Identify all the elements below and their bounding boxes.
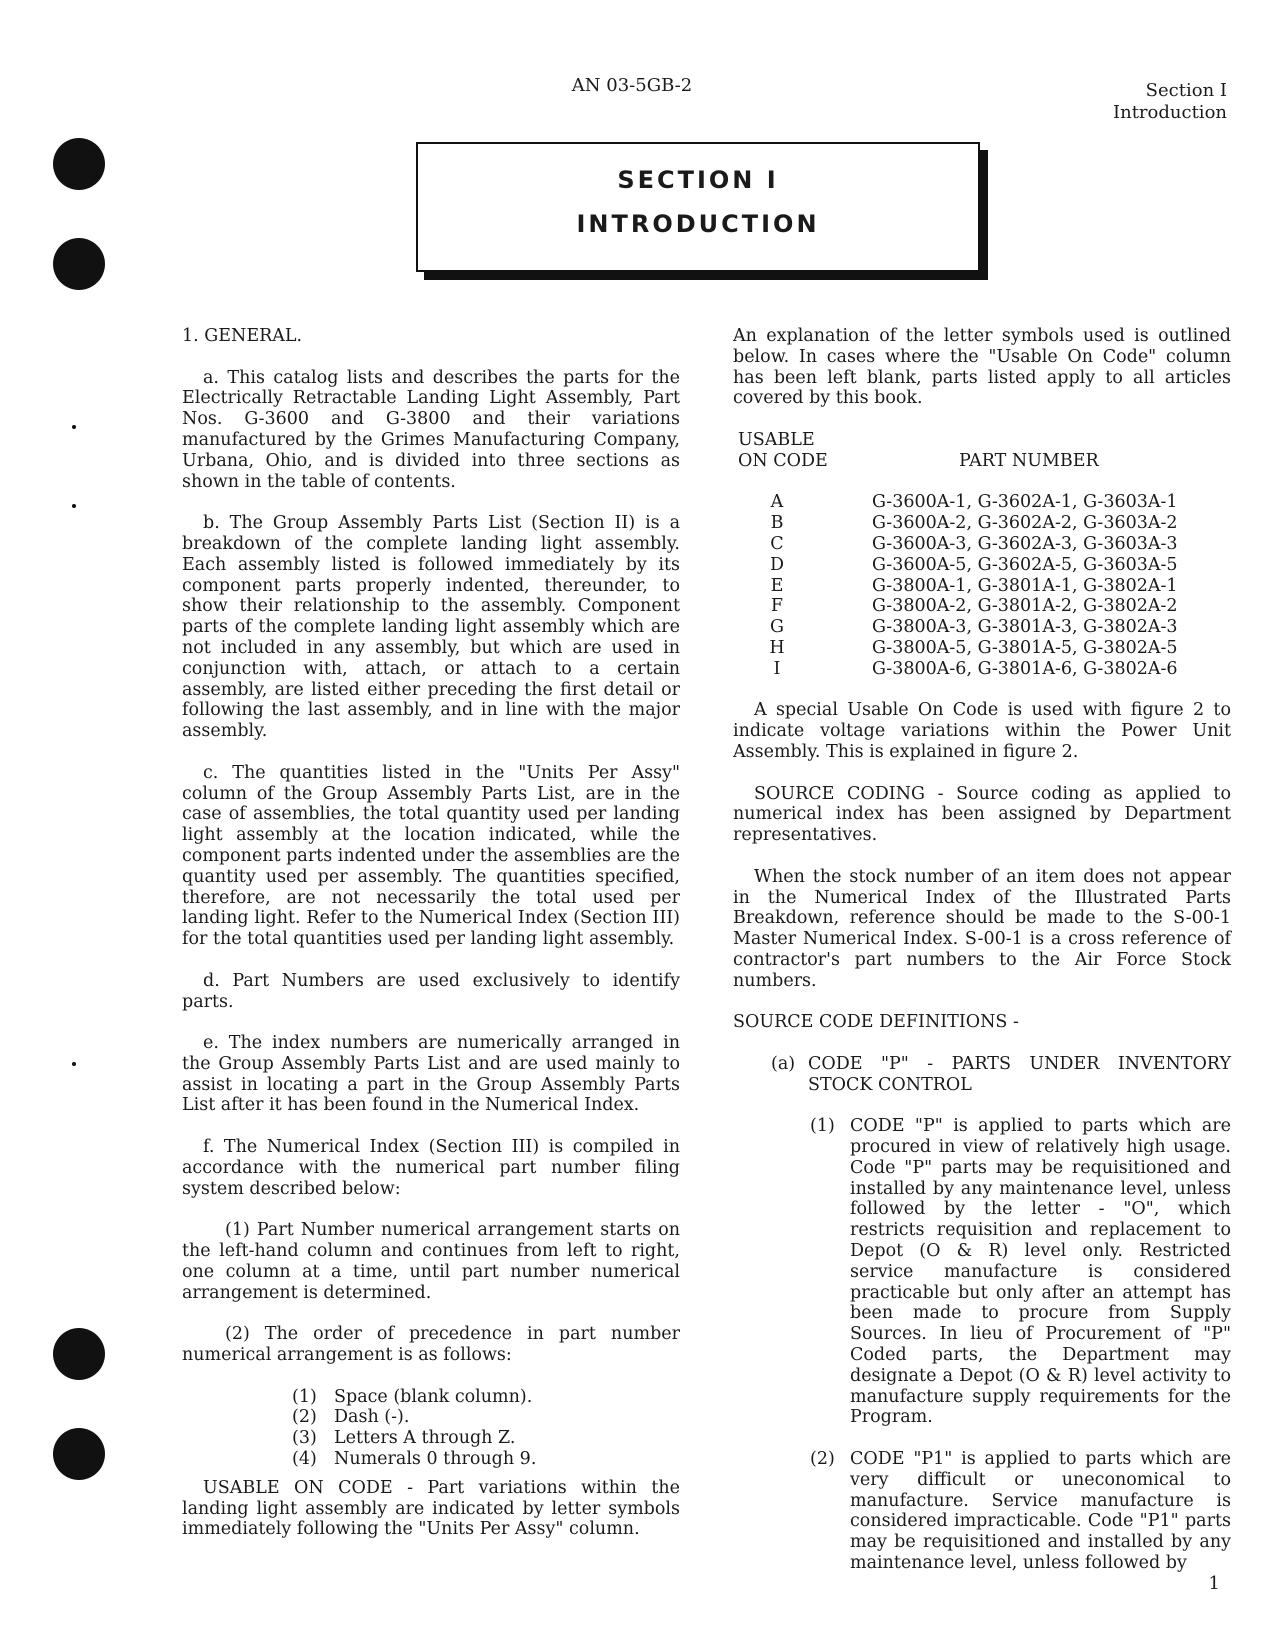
source-code-definitions-heading: SOURCE CODE DEFINITIONS - [733,1012,1019,1033]
table-row: A G-3600A-1, G-3602A-1, G-3603A-1 [770,492,1178,513]
list-item: (4) Numerals 0 through 9. [292,1449,537,1470]
code-p-item-1 [733,1116,1231,1428]
left-column [182,326,680,1540]
paragraph-f1: (1) Part Number numerical arrangement starts on the left-hand column and continues from left to right, one column at a time, until part number numerical arrangement is determined. [182,1220,680,1303]
paragraph-f2: (2) The order of precedence in part number numerical arrangement is as follows: [182,1324,680,1366]
table-row: G G-3800A-3, G-3801A-3, G-3802A-3 [770,617,1178,638]
precedence-list [182,1387,680,1470]
source-coding-paragraph: SOURCE CODING - Source coding as applied to numerical index has been assigned by Department representatives. [733,783,1231,846]
document-number: AN 03-5GB-2 [571,75,693,96]
running-header [1113,80,1227,124]
table-row: E G-3800A-1, G-3801A-1, G-3802A-1 [770,575,1178,596]
table-row: F G-3800A-2, G-3801A-2, G-3802A-2 [770,596,1178,617]
item-2-text: CODE "P1" is applied to parts which are very difficult or uneconomical to manufacture. Service manufacture is considered impracticable. Code "P1" parts may be requisitioned and installed by any maintenance level, unless followed by [850,1449,1231,1574]
section-name: Introduction [1113,102,1227,123]
paragraph-c: c. The quantities listed in the "Units Per Assy" column of the Group Assembly Parts List, are in the case of assemblies, the total quantity used per landing light assembly at the location indicated, while the component parts indented under the assemblies are the quantity used per assembly. The quantities specified, therefore, are not necessarily the total used per landing light. Refer to the Numerical Index (Section III) for the total quantities used per landing light assembly. [182,762,680,950]
item-2-label: (2) [810,1449,835,1470]
binder-mark [72,504,76,508]
list-item: (3) Letters A through Z. [292,1428,516,1449]
section-title: SECTION I [617,166,779,194]
code-p-definition [733,1054,1231,1096]
column-header-part-number: PART NUMBER [959,450,1099,471]
paragraph-a: a. This catalog lists and describes the parts for the Electrically Retractable Landing Light Assembly, Part Nos. G-3600 and G-3800 and their variations manufactured by the Grimes Manufacturing Company, Urbana, Ohio, and is divided into three sections as shown in the table of contents. [182,367,680,492]
binder-mark [72,425,76,429]
list-item: (2) Dash (-). [292,1407,410,1428]
section-title-box [416,142,980,272]
paragraph-f: f. The Numerical Index (Section III) is compiled in accordance with the numerical part number filing system described below: [182,1137,680,1199]
page-number: 1 [1208,1573,1220,1594]
code-a-text: CODE "P" - PARTS UNDER INVENTORY STOCK CONTROL [808,1053,1231,1095]
special-code-paragraph: A special Usable On Code is used with figure 2 to indicate voltage variations within the Power Unit Assembly. This is explained in figure 2. [733,700,1231,762]
table-row: H G-3800A-5, G-3801A-5, G-3802A-5 [769,637,1178,658]
general-heading: 1. GENERAL. [182,326,303,346]
paragraph-b: b. The Group Assembly Parts List (Section II) is a breakdown of the complete landing light assembly. Each assembly listed is followed immediately by its component parts properly indented, thereunder, to show their relationship to the assembly. Component parts of the complete landing light assembly which are not included in any assembly, but which are used in conjunction with, attach, or attach to a certain assembly, are listed either preceding the first detail or following the last assembly, and in line with the major assembly. [182,513,680,742]
paragraph-d: d. Part Numbers are used exclusively to identify parts. [182,970,680,1012]
binder-hole [53,238,105,290]
code-a-label: (a) [771,1053,796,1074]
binder-hole [53,1328,105,1380]
section-subtitle: INTRODUCTION [576,210,820,238]
table-row: I G-3800A-6, G-3801A-6, G-3802A-6 [773,658,1178,679]
item-1-label: (1) [810,1116,835,1137]
right-column [733,326,1231,1574]
paragraph-e: e. The index numbers are numerically arranged in the Group Assembly Parts List and are used mainly to assist in locating a part in the Group Assembly Parts List after it has been found in the Numerical Index. [182,1033,680,1116]
section-label: Section I [1145,80,1227,101]
table-header [733,430,1231,472]
item-1-text: CODE "P" is applied to parts which are procured in view of relatively high usage. Code "P" parts may be requisitioned and installed by any maintenance level, unless followed by the letter - "O", which restricts requisition and replacement to Depot (O & R) level only. Restricted service manufacture is considered practicable but only after an attempt has been made to procure from Supply Sources. In lieu of Procurement of "P" Coded parts, the Department may designate a Depot (O & R) level activity to manufacture supply requirements for the Program. [850,1116,1231,1428]
code-p1-item-2 [733,1449,1231,1574]
stock-number-paragraph: When the stock number of an item does not appear in the Numerical Index of the Illustrated Parts Breakdown, reference should be made to the S-00-1 Master Numerical Index. S-00-1 is a cross reference of contractor's part numbers to the Air Force Stock numbers. [733,866,1231,991]
usable-on-code-paragraph: USABLE ON CODE - Part variations within the landing light assembly are indicated by letter symbols immediately following the "Units Per Assy" column. [182,1477,680,1540]
binder-hole [53,138,105,190]
table-row: C G-3600A-3, G-3602A-3, G-3603A-3 [770,533,1178,554]
list-item: (1) Space (blank column). [292,1386,533,1407]
binder-mark [72,1062,76,1066]
usable-on-code-table [733,430,1231,680]
binder-hole [53,1428,105,1480]
column-header-code: USABLE ON CODE [738,429,828,471]
intro-paragraph: An explanation of the letter symbols used is outlined below. In cases where the "Usable On Code" column has been left blank, parts listed apply to all articles covered by this book. [733,326,1231,409]
table-row: D G-3600A-5, G-3602A-5, G-3603A-5 [769,554,1178,575]
table-row: B G-3600A-2, G-3602A-2, G-3603A-2 [770,513,1178,534]
